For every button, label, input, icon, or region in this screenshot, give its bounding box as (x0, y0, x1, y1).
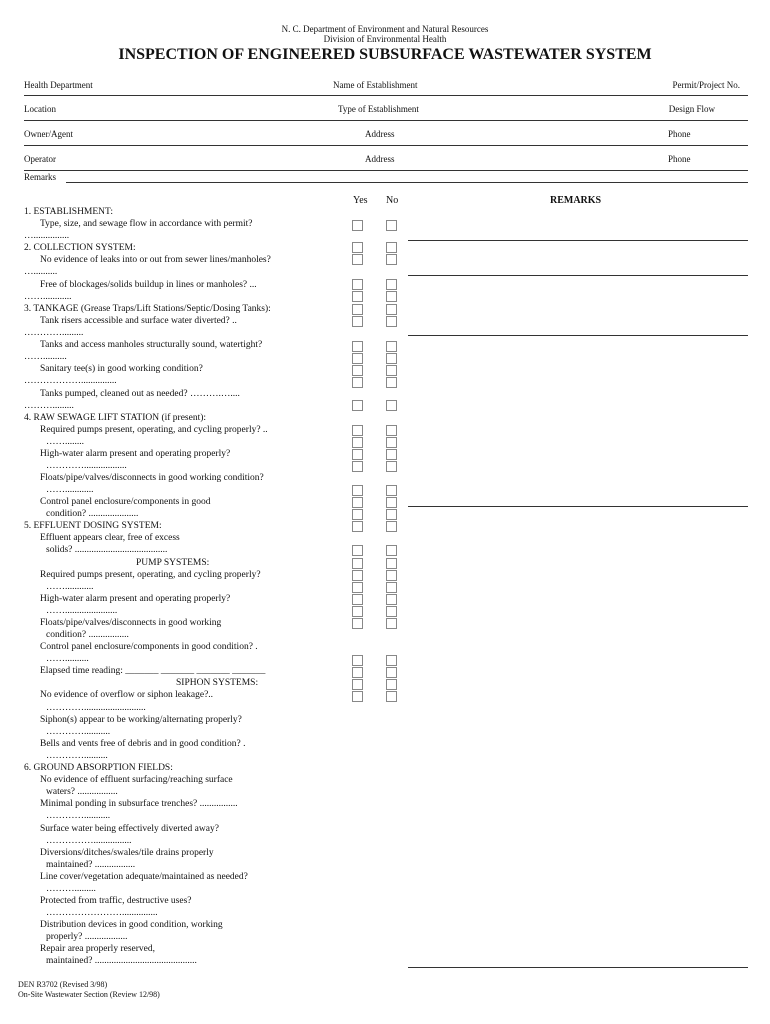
remarks-column-header: REMARKS (550, 195, 602, 206)
section-heading: 2. COLLECTION SYSTEM: (24, 243, 136, 253)
remarks-line[interactable] (408, 275, 748, 276)
checklist-item-continued: condition? ..................... (46, 509, 139, 519)
checklist-item: No evidence of overflow or siphon leakage?.. (40, 690, 214, 700)
no-checkbox[interactable] (386, 365, 397, 376)
checklist-item: Minimal ponding in subsurface trenches? ................ (40, 799, 238, 809)
remarks-line[interactable] (408, 240, 748, 241)
no-checkbox[interactable] (386, 545, 397, 556)
phone-label: Phone (668, 154, 691, 164)
checklist-item: Control panel enclosure/components in good (40, 497, 211, 507)
yes-checkbox[interactable] (352, 365, 363, 376)
yes-checkbox[interactable] (352, 437, 363, 448)
remarks-line[interactable] (408, 506, 748, 507)
address-label: Address (365, 129, 395, 139)
no-column-header: No (386, 195, 399, 206)
page-title: INSPECTION OF ENGINEERED SUBSURFACE WASTEWATER SYSTEM (118, 46, 652, 63)
no-checkbox[interactable] (386, 485, 397, 496)
no-checkbox[interactable] (386, 254, 397, 265)
checklist-item: Protected from traffic, destructive uses? (40, 896, 192, 906)
no-checkbox[interactable] (386, 497, 397, 508)
section-heading: 3. TANKAGE (Grease Traps/Lift Stations/Septic/Dosing Tanks): (24, 304, 271, 314)
checklist-item-continued: waters? ................. (46, 787, 118, 797)
remarks-line[interactable] (408, 967, 748, 968)
no-checkbox[interactable] (386, 304, 397, 315)
field-line[interactable] (24, 95, 748, 96)
no-checkbox[interactable] (386, 606, 397, 617)
yes-checkbox[interactable] (352, 594, 363, 605)
no-checkbox[interactable] (386, 316, 397, 327)
yes-checkbox[interactable] (352, 341, 363, 352)
checklist-item: Required pumps present, operating, and cycling properly? (40, 570, 261, 580)
yes-checkbox[interactable] (352, 254, 363, 265)
checklist-item: Free of blockages/solids buildup in lines or manholes? ... (40, 280, 257, 290)
checklist-item: Type, size, and sewage flow in accordance with permit? (40, 219, 253, 229)
field-line[interactable] (24, 170, 748, 171)
checklist-item-continued: solids? ....................................... (46, 545, 168, 555)
yes-checkbox[interactable] (352, 291, 363, 302)
leader-dots: ……………................ (46, 836, 132, 846)
remarks-label: Remarks (24, 172, 56, 182)
design-flow-label: Design Flow (668, 104, 715, 114)
leader-dots: ……........ (46, 437, 84, 447)
no-checkbox[interactable] (386, 242, 397, 253)
leader-dots: …………........... (46, 727, 111, 737)
checklist-item: Floats/pipe/valves/disconnects in good working (40, 618, 222, 628)
no-checkbox[interactable] (386, 618, 397, 629)
no-checkbox[interactable] (386, 655, 397, 666)
checklist-item: Sanitary tee(s) in good working condition? (40, 364, 203, 374)
leader-dots: …….......... (24, 352, 67, 362)
leader-dots: ……............ (46, 582, 94, 592)
yes-checkbox[interactable] (352, 242, 363, 253)
field-line[interactable] (24, 145, 748, 146)
no-checkbox[interactable] (386, 449, 397, 460)
checklist-item: Distribution devices in good condition, working (40, 920, 223, 930)
permit-number-label: Permit/Project No. (672, 80, 740, 90)
no-checkbox[interactable] (386, 679, 397, 690)
checklist-item: High-water alarm present and operating properly? (40, 594, 231, 604)
no-checkbox[interactable] (386, 558, 397, 569)
section-heading: 4. RAW SEWAGE LIFT STATION (if present): (24, 413, 207, 423)
leader-dots: ……………………............... (46, 908, 158, 918)
yes-checkbox[interactable] (352, 485, 363, 496)
section-heading: 1. ESTABLISHMENT: (24, 207, 114, 217)
field-line[interactable] (24, 120, 748, 121)
no-checkbox[interactable] (386, 509, 397, 520)
leader-dots: ………………............... (24, 376, 117, 386)
checklist-item: Control panel enclosure/components in good condition? . (40, 642, 258, 652)
checklist-item: Tank risers accessible and surface water diverted? .. (40, 316, 237, 326)
yes-checkbox[interactable] (352, 691, 363, 702)
yes-checkbox[interactable] (352, 582, 363, 593)
leader-dots: ………….................. (46, 461, 127, 471)
no-checkbox[interactable] (386, 291, 397, 302)
checklist-item-continued: properly? .................. (46, 932, 128, 942)
no-checkbox[interactable] (386, 691, 397, 702)
yes-checkbox[interactable] (352, 400, 363, 411)
checklist-item: Bells and vents free of debris and in good condition? . (40, 739, 246, 749)
leader-dots: ………......... (46, 884, 96, 894)
establishment-type-label: Type of Establishment (338, 104, 419, 114)
leader-dots: ….......... (24, 267, 58, 277)
yes-checkbox[interactable] (352, 449, 363, 460)
no-checkbox[interactable] (386, 341, 397, 352)
yes-checkbox[interactable] (352, 279, 363, 290)
checklist-item: Diversions/ditches/swales/tile drains properly (40, 848, 214, 858)
no-checkbox[interactable] (386, 279, 397, 290)
leader-dots: ……............ (46, 485, 94, 495)
yes-checkbox[interactable] (352, 570, 363, 581)
section-review: On-Site Wastewater Section (Review 12/98) (18, 990, 160, 999)
no-checkbox[interactable] (386, 461, 397, 472)
checklist-item: No evidence of effluent surfacing/reaching surface (40, 775, 233, 785)
checklist-item: Line cover/vegetation adequate/maintained as needed? (40, 872, 248, 882)
checklist-item: Siphon(s) appear to be working/alternating properly? (40, 715, 242, 725)
yes-checkbox[interactable] (352, 377, 363, 388)
no-checkbox[interactable] (386, 667, 397, 678)
phone-label: Phone (668, 129, 691, 139)
leader-dots: ………….......................... (46, 703, 146, 713)
checklist-item-continued: condition? ................. (46, 630, 129, 640)
leader-dots: ……...................... (46, 606, 118, 616)
remarks-line[interactable] (408, 335, 748, 336)
form-number: DEN R3702 (Revised 3/98) (18, 980, 108, 989)
checklist-item: Tanks and access manholes structurally sound, watertight? (40, 340, 263, 350)
yes-checkbox[interactable] (352, 509, 363, 520)
yes-checkbox[interactable] (352, 558, 363, 569)
section-heading: 6. GROUND ABSORPTION FIELDS: (24, 763, 173, 773)
yes-checkbox[interactable] (352, 606, 363, 617)
owner-agent-label: Owner/Agent (24, 129, 73, 139)
checklist-item: No evidence of leaks into or out from sewer lines/manholes? (40, 255, 271, 265)
leader-dots: …….......... (46, 654, 89, 664)
division-name: Division of Environmental Health (323, 34, 447, 44)
yes-checkbox[interactable] (352, 425, 363, 436)
operator-label: Operator (24, 154, 56, 164)
yes-checkbox[interactable] (352, 679, 363, 690)
no-checkbox[interactable] (386, 437, 397, 448)
yes-checkbox[interactable] (352, 220, 363, 231)
no-checkbox[interactable] (386, 425, 397, 436)
no-checkbox[interactable] (386, 582, 397, 593)
yes-column-header: Yes (353, 195, 368, 206)
yes-checkbox[interactable] (352, 316, 363, 327)
checklist-item-continued: maintained? ........................................... (46, 956, 197, 966)
elapsed-time-reading[interactable]: Elapsed time reading: _______ _______ _______ _______ (40, 666, 266, 676)
checklist-item: Repair area properly reserved, (40, 944, 155, 954)
address-label: Address (365, 154, 395, 164)
leader-dots: …………......... (24, 328, 84, 338)
yes-checkbox[interactable] (352, 545, 363, 556)
no-checkbox[interactable] (386, 400, 397, 411)
remarks-line[interactable] (66, 182, 748, 183)
checklist-item: Surface water being effectively diverted away? (40, 824, 219, 834)
checklist-item: High-water alarm present and operating properly? (40, 449, 231, 459)
no-checkbox[interactable] (386, 521, 397, 532)
yes-checkbox[interactable] (352, 667, 363, 678)
checklist-item: Required pumps present, operating, and cycling properly? .. (40, 425, 268, 435)
leader-dots: ……............ (24, 292, 72, 302)
leader-dots: …………........... (46, 811, 111, 821)
leader-dots: ………......... (24, 401, 74, 411)
establishment-name-label: Name of Establishment (333, 80, 418, 90)
section-heading: 5. EFFLUENT DOSING SYSTEM: (24, 521, 162, 531)
no-checkbox[interactable] (386, 594, 397, 605)
location-label: Location (24, 104, 56, 114)
yes-checkbox[interactable] (352, 461, 363, 472)
yes-checkbox[interactable] (352, 618, 363, 629)
checklist-item-continued: maintained? ................. (46, 860, 136, 870)
subsection-heading: SIPHON SYSTEMS: (176, 678, 259, 688)
no-checkbox[interactable] (386, 570, 397, 581)
yes-checkbox[interactable] (352, 304, 363, 315)
leader-dots: …............... (24, 231, 70, 241)
no-checkbox[interactable] (386, 353, 397, 364)
yes-checkbox[interactable] (352, 497, 363, 508)
checklist-item: Effluent appears clear, free of excess (40, 533, 180, 543)
health-department-label: Health Department (24, 80, 93, 90)
agency-name: N. C. Department of Environment and Natural Resources (281, 24, 489, 34)
checklist-item: Floats/pipe/valves/disconnects in good working condition? (40, 473, 264, 483)
yes-checkbox[interactable] (352, 353, 363, 364)
yes-checkbox[interactable] (352, 655, 363, 666)
checklist-item: Tanks pumped, cleaned out as needed? ……….….... (40, 389, 240, 399)
no-checkbox[interactable] (386, 220, 397, 231)
yes-checkbox[interactable] (352, 521, 363, 532)
leader-dots: ………….......... (46, 751, 108, 761)
subsection-heading: PUMP SYSTEMS: (136, 558, 210, 568)
no-checkbox[interactable] (386, 377, 397, 388)
